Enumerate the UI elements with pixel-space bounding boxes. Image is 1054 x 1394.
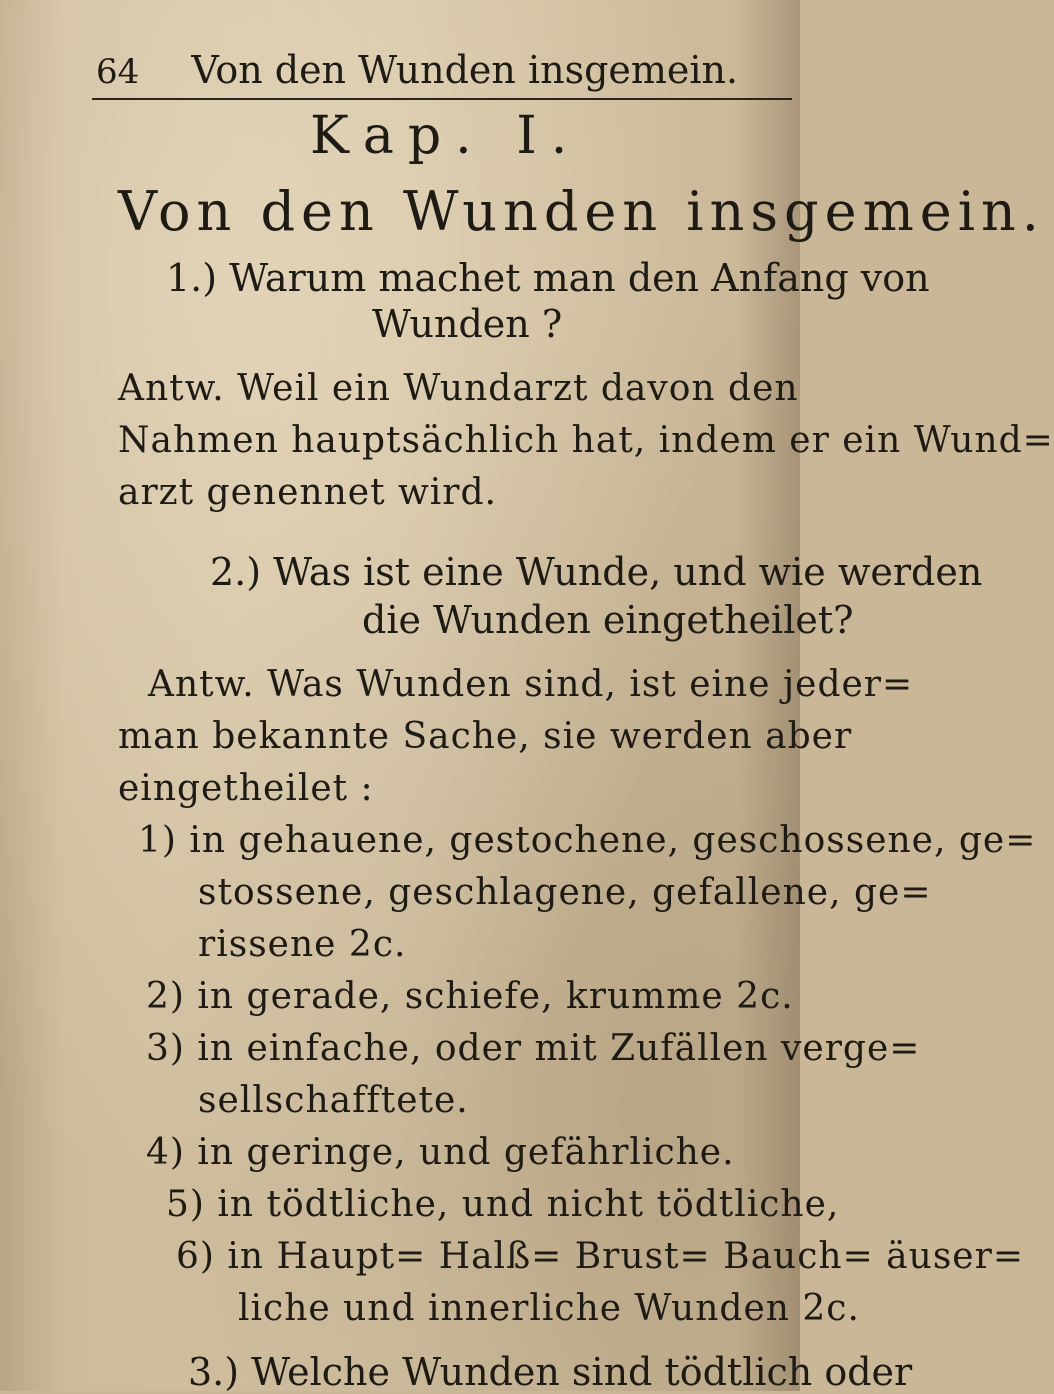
answer-2-line-2: man bekannte Sache, sie werden aber xyxy=(118,716,853,757)
list-item-3-line-2: sellschafftete. xyxy=(198,1080,469,1121)
answer-1-line-2: Nahmen hauptsächlich hat, indem er ein Wund= xyxy=(118,420,1054,461)
question-2-line-1: 2.) Was ist eine Wunde, und wie werden xyxy=(210,550,983,594)
question-3-line-1: 3.) Welche Wunden sind tödtlich oder xyxy=(188,1350,913,1394)
list-item-1-line-2: stossene, geschlagene, gefallene, ge= xyxy=(198,872,932,913)
answer-1-line-3: arzt genennet wird. xyxy=(118,472,497,513)
answer-1-line-1: Antw. Weil ein Wundarzt davon den xyxy=(118,368,799,409)
question-1-line-2: Wunden ? xyxy=(372,302,563,346)
running-head xyxy=(96,48,738,92)
list-item-2: 2) in gerade, schiefe, krumme 2c. xyxy=(146,976,794,1017)
list-item-5: 5) in tödtliche, und nicht tödtliche, xyxy=(166,1184,840,1225)
list-item-6-line-1: 6) in Haupt= Halß= Brust= Bauch= äuser= xyxy=(176,1236,1024,1277)
question-1-line-1: 1.) Warum machet man den Anfang von xyxy=(166,256,930,300)
running-title: Von den Wunden insgemein. xyxy=(191,48,739,92)
answer-2-line-3: eingetheilet : xyxy=(118,768,374,809)
page-number: 64 xyxy=(96,52,140,92)
chapter-number: Kap. I. xyxy=(310,106,582,166)
list-item-6-line-2: liche und innerliche Wunden 2c. xyxy=(238,1288,860,1329)
question-2-line-2: die Wunden eingetheilet? xyxy=(362,598,854,642)
list-item-4: 4) in geringe, und gefährliche. xyxy=(146,1132,735,1173)
answer-2-line-1: Antw. Was Wunden sind, ist eine jeder= xyxy=(148,664,914,705)
list-item-1-line-1: 1) in gehauene, gestochene, geschossene, ge= xyxy=(138,820,1037,861)
chapter-title: Von den Wunden insgemein. xyxy=(118,180,1045,243)
list-item-3-line-1: 3) in einfache, oder mit Zufällen verge= xyxy=(146,1028,921,1069)
list-item-1-line-3: rissene 2c. xyxy=(198,924,407,965)
header-rule xyxy=(92,98,792,100)
